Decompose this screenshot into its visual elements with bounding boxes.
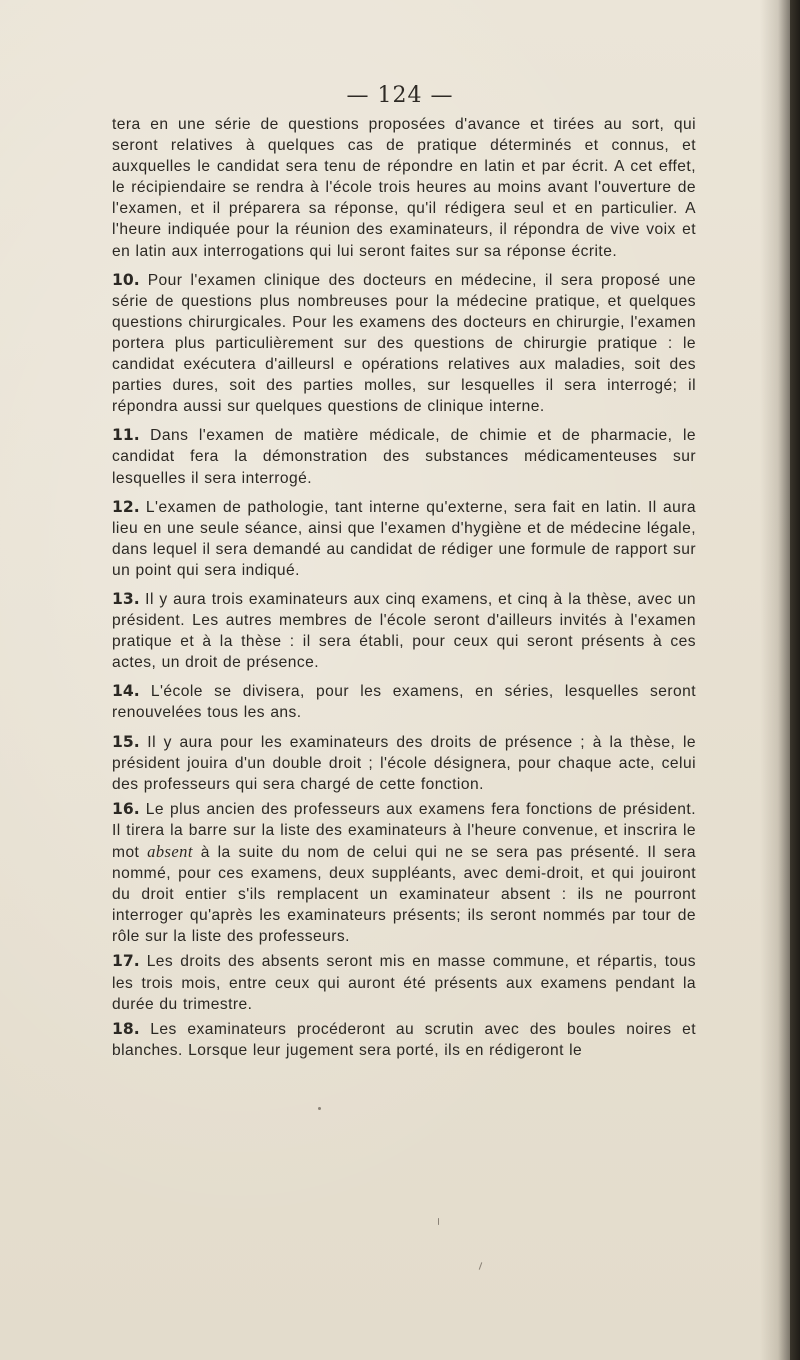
article-number: 18. bbox=[112, 1019, 140, 1038]
binding-edge bbox=[790, 0, 800, 1360]
paper-speck bbox=[438, 1218, 439, 1225]
paragraph-text: Il y aura trois examinateurs aux cinq examens, et cinq à la thèse, avec un président. Les autres membres de l'école seront d'ailleurs invités à l'examen pratique et à la thèse : il sera établi, pour ceux qui seront présents à ces actes, un droit de présence. bbox=[112, 590, 696, 672]
paragraph-text: L'école se divisera, pour les examens, en séries, lesquelles seront renouvelées tous les ans. bbox=[112, 683, 696, 722]
article-number: 17. bbox=[112, 952, 140, 971]
body-text bbox=[112, 114, 696, 1065]
article-number: 14. bbox=[112, 682, 140, 701]
paragraph-continuation bbox=[112, 114, 696, 262]
article-17 bbox=[112, 951, 696, 1014]
article-10 bbox=[112, 270, 696, 418]
paragraph-text: Les examinateurs procéderont au scrutin avec des boules noires et blanches. Lorsque leur jugement sera porté, ils en rédigeront le bbox=[112, 1020, 696, 1059]
article-number: 13. bbox=[112, 589, 140, 608]
article-11 bbox=[112, 425, 696, 488]
paper-speck bbox=[479, 1262, 483, 1270]
paragraph-text: Le plus ancien des professeurs aux examens fera fonctions de président. Il tirera la barre sur la liste des examinateurs à l'heure convenue, et inscrira le mot bbox=[112, 800, 696, 861]
article-number: 16. bbox=[112, 799, 140, 818]
paragraph-text: Il y aura pour les examinateurs des droits de présence ; à la thèse, le président jouira d'un double droit ; l'école désignera, pour chaque acte, celui des professeurs qui sera chargé de cette fonction. bbox=[112, 733, 696, 793]
article-number: 10. bbox=[112, 270, 140, 289]
article-number: 12. bbox=[112, 497, 140, 516]
paragraph-text: Pour l'examen clinique des docteurs en médecine, il sera proposé une série de questions plus nombreuses pour la médecine pratique, et quelques questions chirurgicales. Pour les examens des docteurs en chirurgie, l'examen portera plus particulièrement sur des questions de chirurgie pratique : le candidat exécutera d'ailleursl e opérations relatives aux maladies, soit des parties dures, soit des parties molles, sur lesquelles il sera interrogé; il répondra aussi sur quelques questions de clinique interne. bbox=[112, 271, 696, 416]
paragraph-text: à la suite du nom de celui qui ne se sera pas présenté. Il sera nommé, pour ces examens, deux suppléants, avec demi-droit, et qui jouiront du droit entier s'ils remplacent un examinateur absent : ils ne pourront interroger qu'après les examinateurs présents; ils seront nommés par tour de rôle sur la liste des professeurs. bbox=[112, 844, 696, 946]
paragraph-text: Les droits des absents seront mis en masse commune, et répartis, tous les trois mois, entre ceux qui auront été présents aux examens pendant la durée du trimestre. bbox=[112, 953, 696, 1013]
italic-word-absent: absent bbox=[147, 842, 193, 861]
article-number: 15. bbox=[112, 732, 140, 751]
paragraph-text: L'examen de pathologie, tant interne qu'externe, sera fait en latin. Il aura lieu en une seule séance, ainsi que l'examen d'hygiène et de médecine légale, dans lequel il sera demandé au candidat de rédiger une formule de rapport sur un point qui sera indiqué. bbox=[112, 498, 696, 579]
article-15 bbox=[112, 732, 696, 795]
article-13 bbox=[112, 589, 696, 673]
article-12 bbox=[112, 497, 696, 581]
page-number: — 124 — bbox=[346, 83, 454, 108]
paper-speck bbox=[318, 1107, 321, 1110]
article-14 bbox=[112, 681, 696, 723]
paragraph-text: tera en une série de questions proposées d'avance et tirées au sort, qui seront relatives à quelques cas de pratique déterminés et connus, et auxquelles le candidat sera tenu de répondre en latin et par écrit. A cet effet, le récipiendaire se rendra à l'école trois heures au moins avant l'ouverture de l'examen, et il préparera sa réponse, qu'il rédigera seul et en particulier. A l'heure indiquée pour la réunion des examinateurs, il répondra de vive voix et en latin aux interrogations qui lui seront faites sur sa réponse écrite. bbox=[112, 116, 696, 260]
article-number: 11. bbox=[112, 426, 140, 445]
article-18 bbox=[112, 1019, 696, 1061]
paragraph-text: Dans l'examen de matière médicale, de chimie et de pharmacie, le candidat fera la démonstration des substances médicamenteuses sur lesquelles il sera interrogé. bbox=[112, 427, 696, 487]
article-16 bbox=[112, 799, 696, 948]
